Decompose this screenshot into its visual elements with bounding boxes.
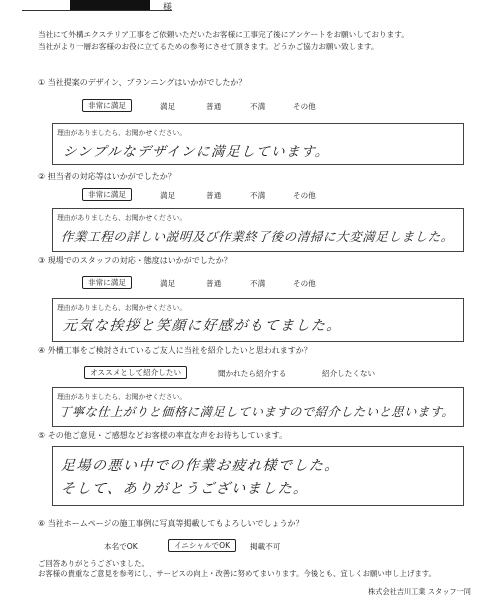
q6-option-no-publish[interactable]: 掲載不可 <box>250 542 281 551</box>
footer-thanks: ご回答ありがとうございました。 <box>38 559 149 568</box>
q4-reason-label: 理由がありましたら、お聞かせください。 <box>57 393 187 401</box>
q1-option-very-satisfied[interactable]: 非常に満足 <box>82 99 132 112</box>
intro-line-2: 当社がより一層お客様のお役に立てるための参考にさせて頂きます。どうかご協力お願い致します。 <box>38 42 379 51</box>
q3-reason-label: 理由がありましたら、お聞かせください。 <box>57 304 187 312</box>
company-signature: 株式会社吉川工業 スタッフ一同 <box>368 587 471 596</box>
q2-option-dissatisfied[interactable]: 不満 <box>250 191 266 200</box>
footer-message: お客様の貴重なご意見を参考にし、サービスの向上・改善に努めてまいります。今後とも、宜しくお願い申し上げます。 <box>38 569 436 578</box>
q1-reason-label: 理由がありましたら、お聞かせください。 <box>57 129 187 137</box>
customer-name-line <box>22 10 172 11</box>
q3-reason-box <box>52 298 464 342</box>
q6-option-real-name[interactable]: 本名でOK <box>104 542 138 551</box>
q2-reason-box <box>52 208 464 252</box>
q3-handwritten-answer: 元気な挨拶と笑顔に好感がもてました。 <box>62 318 343 334</box>
customer-name-redaction <box>70 0 150 10</box>
q5-handwritten-line-1: 足場の悪い中での作業お疲れ様でした。 <box>60 458 341 474</box>
q4-handwritten-answer: 丁寧な仕上がりと価格に満足していますので紹介したいと思います。 <box>58 405 455 419</box>
q1-option-dissatisfied[interactable]: 不満 <box>250 102 266 111</box>
q1-handwritten-answer: シンプルなデザインに満足しています。 <box>62 144 331 160</box>
q1-option-satisfied[interactable]: 満足 <box>160 102 176 111</box>
question-5: ⑤ その他ご意見・ご感想などお客様の率直な声をお待ちしています。 <box>38 431 288 440</box>
q4-option-recommend[interactable]: オススメとして紹介したい <box>84 366 187 379</box>
q2-options <box>0 190 485 202</box>
q2-option-other[interactable]: その他 <box>293 191 316 200</box>
q3-option-average[interactable]: 普通 <box>206 279 222 288</box>
q2-option-average[interactable]: 普通 <box>206 191 222 200</box>
q6-option-initials[interactable]: イニシャルでOK <box>168 539 236 552</box>
q4-options <box>0 368 485 380</box>
q4-option-if-asked[interactable]: 聞かれたら紹介する <box>218 369 287 378</box>
q1-options <box>0 101 485 113</box>
q6-options <box>0 541 485 553</box>
q3-options <box>0 278 485 290</box>
q5-handwritten-line-2: そして、ありがとうございました。 <box>60 481 310 497</box>
q2-handwritten-answer: 作業工程の詳しい説明及び作業終了後の清掃に大変満足しました。 <box>60 229 455 244</box>
q1-option-other[interactable]: その他 <box>293 102 316 111</box>
q2-option-very-satisfied[interactable]: 非常に満足 <box>82 188 132 201</box>
honorific-suffix: 様 <box>163 3 173 13</box>
q2-option-satisfied[interactable]: 満足 <box>160 191 176 200</box>
q2-reason-label: 理由がありましたら、お聞かせください。 <box>57 214 187 222</box>
q5-comment-box <box>52 446 464 506</box>
q4-reason-box <box>52 387 464 427</box>
q3-option-other[interactable]: その他 <box>293 279 316 288</box>
question-2: ② 担当者の対応等はいかがでしたか？ <box>38 172 176 181</box>
question-1: ① 当社提案のデザイン、プランニングはいかがでしたか？ <box>38 78 247 87</box>
q3-option-satisfied[interactable]: 満足 <box>160 279 176 288</box>
q3-option-very-satisfied[interactable]: 非常に満足 <box>82 276 132 289</box>
q1-option-average[interactable]: 普通 <box>206 102 222 111</box>
question-3: ③ 現場でのスタッフの対応・態度はいかがでしたか？ <box>38 256 232 265</box>
question-4: ④ 外構工事をご検討されているご友人に当社を紹介したいと思われますか？ <box>38 346 312 355</box>
question-6: ⑥ 当社ホームページの施工事例に写真等掲載してもよろしいでしょうか？ <box>38 519 304 528</box>
intro-line-1: 当社にて外構エクステリア工事をご依頼いただいたお客様に工事完了後にアンケートをお願いしております。 <box>38 30 409 39</box>
q4-option-not-recommend[interactable]: 紹介したくない <box>322 369 376 378</box>
q1-reason-box <box>52 123 464 165</box>
q3-option-dissatisfied[interactable]: 不満 <box>250 279 266 288</box>
